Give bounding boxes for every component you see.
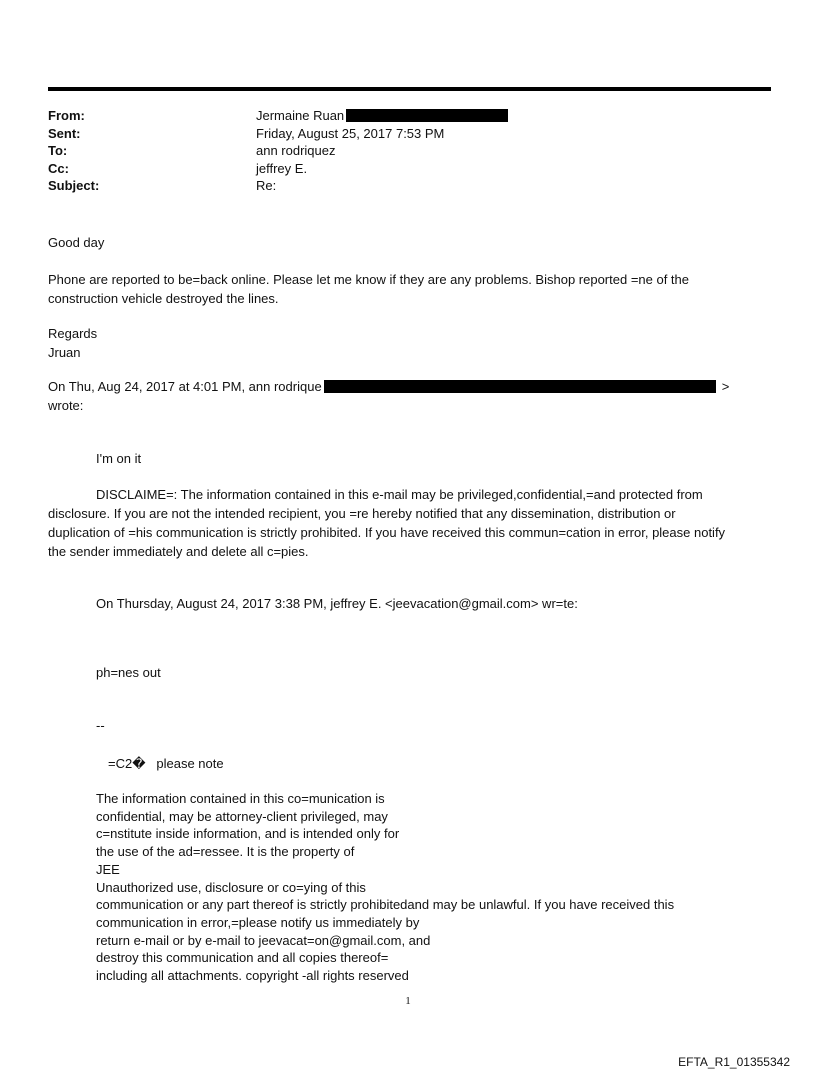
cc-value: jeffrey E. <box>256 160 308 176</box>
from-value <box>256 107 508 125</box>
redaction-bar <box>324 380 716 393</box>
subject-value: Re: <box>256 178 277 193</box>
redaction-bar <box>346 109 508 122</box>
quote-intro-line <box>48 377 768 396</box>
cc-row <box>48 160 768 178</box>
signature-dashes: -- <box>96 718 105 733</box>
reply-1: I'm on it <box>96 451 142 466</box>
notice-line: communication in error,=please notify us immediately by <box>96 914 420 930</box>
sent-label: Sent: <box>48 125 81 141</box>
page-number: 1 <box>405 995 411 1007</box>
disclaimer-line: duplication of =his communication is strictly prohibited. If you have received this commun=cation in error, please notify <box>48 525 726 540</box>
notice-line: confidential, may be attorney-client privileged, may <box>96 808 388 824</box>
disclaimer-line: disclosure. If you are not the intended recipient, you =re hereby notified that any dissemination, distribution or <box>48 506 676 521</box>
notice-line: the use of the ad=ressee. It is the property of <box>96 844 355 860</box>
signature: Jruan <box>48 345 81 360</box>
message-line: construction vehicle destroyed the lines. <box>48 291 279 306</box>
sent-row <box>48 125 768 143</box>
please-note: =C2� please note <box>108 756 224 771</box>
to-label: To: <box>48 143 68 158</box>
notice-line: JEE <box>96 861 120 877</box>
notice-line: including all attachments. copyright -all rights reserved <box>96 968 409 984</box>
from-row <box>48 107 768 125</box>
quote-intro-suffix: > <box>721 379 730 394</box>
greeting: Good day <box>48 235 105 250</box>
sent-value: Friday, August 25, 2017 7:53 PM <box>256 125 445 141</box>
notice-line: Unauthorized use, disclosure or co=ying of this <box>96 879 366 895</box>
notice-line: c=nstitute inside information, and is intended only for <box>96 826 400 842</box>
message-body <box>48 270 768 308</box>
to-value: ann rodriquez <box>256 143 336 158</box>
quote-intro <box>48 377 768 415</box>
disclaimer-line: the sender immediately and delete all c=pies. <box>48 544 309 559</box>
quote-intro-wrote: wrote: <box>48 398 84 413</box>
quote-intro-prefix: On Thu, Aug 24, 2017 at 4:01 PM, ann rodrique <box>48 379 322 394</box>
notice-line: communication or any part thereof is strictly prohibitedand may be unlawful. If you have received this <box>96 897 675 913</box>
disclaimer-line: DISCLAIME=: The information contained in this e-mail may be privileged,confidential,=and protected from <box>96 487 703 502</box>
notice-line: return e-mail or by e-mail to jeevacat=on@gmail.com, and <box>96 932 431 948</box>
document-id: EFTA_R1_01355342 <box>678 1055 790 1069</box>
notice-line: The information contained in this co=munication is <box>96 791 385 806</box>
disclaimer <box>48 485 768 561</box>
reply-2: ph=nes out <box>96 665 161 680</box>
to-row <box>48 142 768 160</box>
cc-label: Cc: <box>48 160 69 176</box>
confidentiality-notice <box>96 790 776 985</box>
from-label: From: <box>48 108 85 123</box>
sender-name: Jermaine Ruan <box>256 108 345 123</box>
subject-label: Subject: <box>48 178 100 193</box>
regards: Regards <box>48 326 98 341</box>
subject-row <box>48 177 768 195</box>
message-line: Phone are reported to be=back online. Please let me know if they are any problems. Bishop reported =ne of the <box>48 272 690 287</box>
sign-off <box>48 324 768 362</box>
email-header <box>48 107 768 195</box>
notice-line: destroy this communication and all copies thereof= <box>96 950 389 966</box>
quote-2-intro: On Thursday, August 24, 2017 3:38 PM, jeffrey E. <jeevacation@gmail.com> wr=te: <box>96 596 578 611</box>
header-divider <box>48 87 771 91</box>
